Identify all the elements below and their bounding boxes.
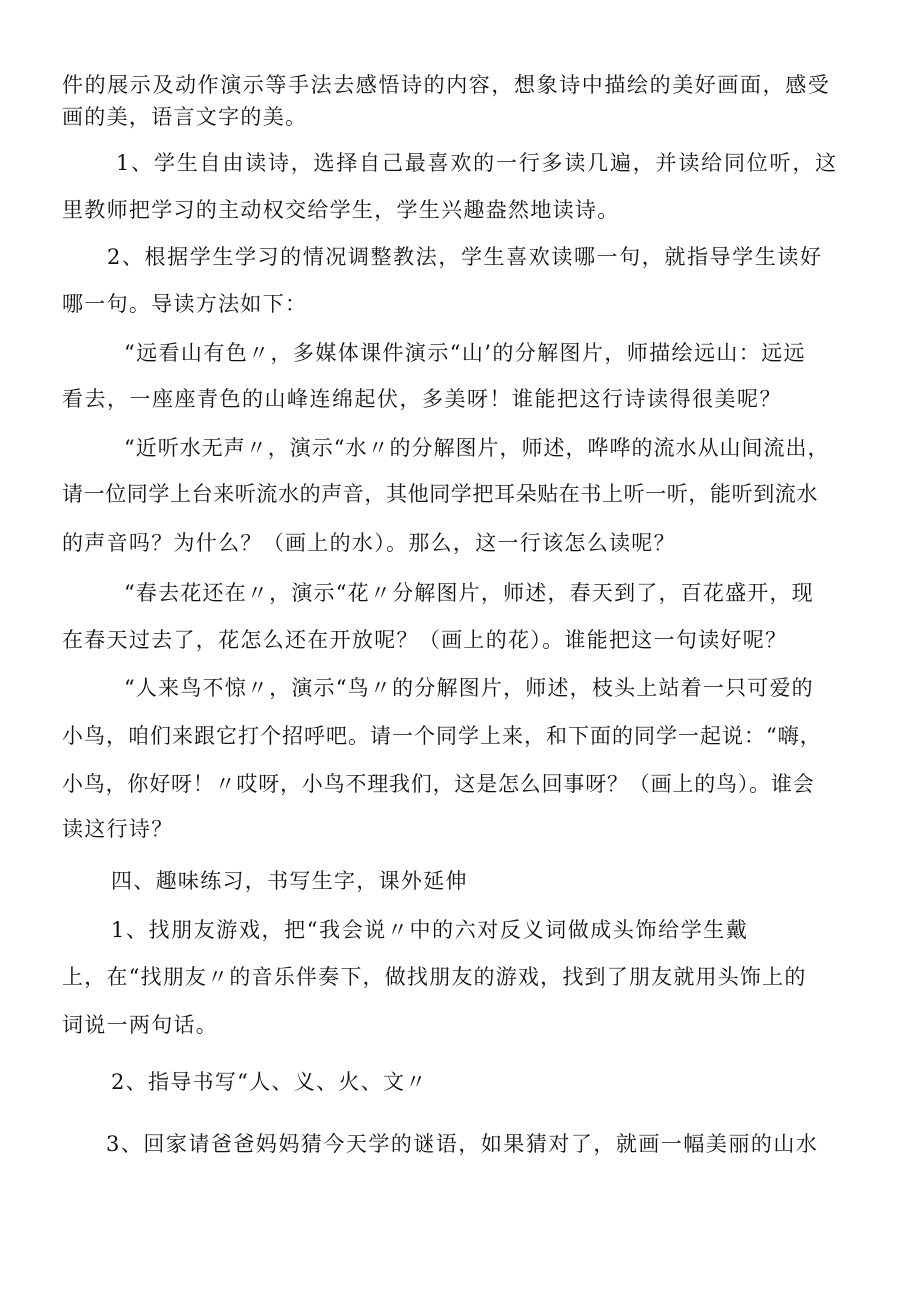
text-line-17: 读这行诗？ <box>62 817 174 841</box>
text-line-8: 看去，一座座青色的山峰连绵起伏，多美呀！谁能把这行诗读得很美呢？ <box>62 387 782 411</box>
text-line-3: 1、学生自由读诗，选择自己最喜欢的一行多读几遍，并读给同位听，这 <box>116 151 838 175</box>
text-line-7: “远看山有色〃，多媒体课件演示“山’的分解图片，师描绘远山：远远 <box>124 341 806 365</box>
text-line-13: 在春天过去了，花怎么还在开放呢？（画上的花）。谁能把这一句读好呢？ <box>62 628 788 652</box>
text-line-4: 里教师把学习的主动权交给学生，学生兴趣盎然地读诗。 <box>62 198 620 222</box>
text-line-22: 2、指导书写“人、义、火、文〃 <box>111 1070 428 1094</box>
text-line-9: “近听水无声〃，演示“水〃的分解图片，师述，哗哗的流水从山间流出， <box>124 436 830 460</box>
text-line-16: 小鸟，你好呀！〃哎呀，小鸟不理我们，这是怎么回事呀？（画上的鸟）。谁会 <box>62 772 815 796</box>
text-line-6: 哪一句。导读方法如下： <box>62 292 308 316</box>
text-line-2: 画的美，语言文字的美。 <box>62 105 308 129</box>
text-line-23: 3、回家请爸爸妈妈猜今天学的谜语，如果猜对了，就画一幅美丽的山水 <box>106 1132 819 1156</box>
text-line-1: 件的展示及动作演示等手法去感悟诗的内容，想象诗中描绘的美好画面，感受 <box>62 73 831 97</box>
text-line-5: 2、根据学生学习的情况调整教法，学生喜欢读哪一句，就指导学生读好 <box>107 245 823 269</box>
text-line-15: 小鸟，咱们来跟它打个招呼吧。请一个同学上来，和下面的同学一起说：“嗨， <box>62 724 822 748</box>
text-line-10: 请一位同学上台来听流水的声音，其他同学把耳朵贴在书上听一听，能听到流水 <box>62 482 818 506</box>
text-line-12: “春去花还在〃，演示“花〃分解图片，师述，春天到了，百花盛开，现 <box>124 581 814 605</box>
text-line-20: 上，在“找朋友〃的音乐伴奏下，做找朋友的游戏，找到了朋友就用头饰上的 <box>62 965 807 989</box>
text-line-21: 词说一两句话。 <box>62 1013 219 1037</box>
text-line-14: “人来鸟不惊〃，演示“鸟〃的分解图片，师述，枝头上站着一只可爱的 <box>124 676 814 700</box>
text-line-19: 1、找朋友游戏，把“我会说〃中的六对反义词做成头饰给学生戴 <box>111 918 749 942</box>
section-heading-4: 四、趣味练习，书写生字，课外延伸 <box>111 869 468 893</box>
text-line-11: 的声音吗？为什么？（画上的水）。那么，这一行该怎么读呢？ <box>62 531 676 555</box>
